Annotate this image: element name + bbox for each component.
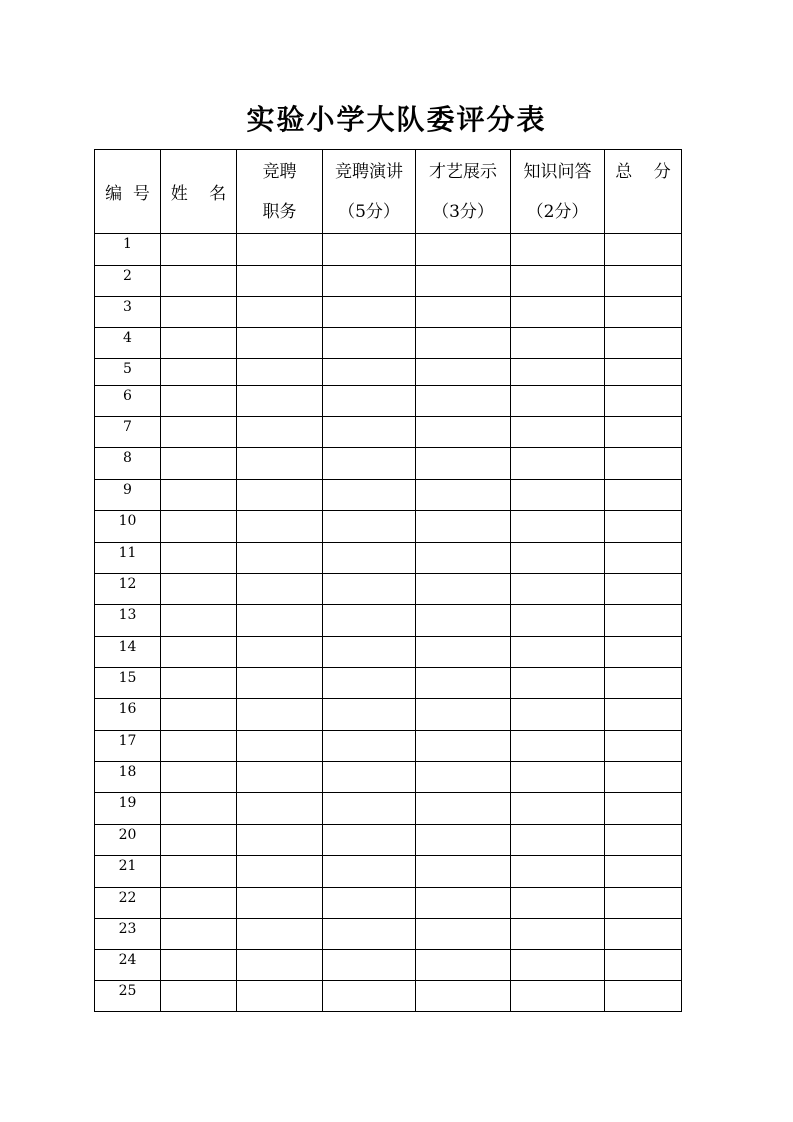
position-cell[interactable]: [237, 328, 323, 359]
header-position-line1: 竞聘: [262, 162, 297, 182]
name-cell[interactable]: [161, 234, 237, 266]
talent-score-cell[interactable]: [416, 668, 511, 699]
total-score-cell[interactable]: [605, 417, 682, 448]
page-title: 实验小学大队委评分表: [246, 103, 547, 136]
table-row: [95, 856, 682, 888]
row-number: 15: [95, 668, 161, 699]
name-cell[interactable]: [161, 762, 237, 793]
header-name: [161, 150, 237, 234]
position-cell[interactable]: [237, 731, 323, 762]
header-row: [95, 150, 682, 234]
quiz-score-cell[interactable]: [511, 793, 605, 825]
table-row: [95, 328, 682, 359]
talent-score-cell[interactable]: [416, 699, 511, 731]
talent-score-cell[interactable]: [416, 511, 511, 543]
name-cell[interactable]: [161, 981, 237, 1012]
table-row: [95, 266, 682, 297]
row-number: 3: [95, 297, 161, 328]
quiz-score-cell[interactable]: [511, 731, 605, 762]
total-score-cell[interactable]: [605, 359, 682, 386]
name-cell[interactable]: [161, 825, 237, 856]
talent-score-cell[interactable]: [416, 480, 511, 511]
talent-score-cell[interactable]: [416, 266, 511, 297]
speech-score-cell[interactable]: [323, 856, 416, 888]
name-cell[interactable]: [161, 359, 237, 386]
speech-score-cell[interactable]: [323, 543, 416, 574]
total-score-cell[interactable]: [605, 919, 682, 950]
position-cell[interactable]: [237, 856, 323, 888]
row-number: 5: [95, 359, 161, 386]
talent-score-cell[interactable]: [416, 856, 511, 888]
speech-score-cell[interactable]: [323, 328, 416, 359]
speech-score-cell[interactable]: [323, 574, 416, 605]
speech-score-cell[interactable]: [323, 731, 416, 762]
talent-score-cell[interactable]: [416, 825, 511, 856]
header-speech-line2: （5分）: [338, 202, 400, 222]
name-cell[interactable]: [161, 888, 237, 919]
name-cell[interactable]: [161, 856, 237, 888]
total-score-cell[interactable]: [605, 266, 682, 297]
speech-score-cell[interactable]: [323, 605, 416, 637]
total-score-cell[interactable]: [605, 888, 682, 919]
name-cell[interactable]: [161, 543, 237, 574]
total-score-cell[interactable]: [605, 668, 682, 699]
header-speech-line1: 竞聘演讲: [335, 162, 403, 182]
header-talent-line1: 才艺展示: [429, 162, 497, 182]
talent-score-cell[interactable]: [416, 731, 511, 762]
name-cell[interactable]: [161, 668, 237, 699]
table-row: [95, 480, 682, 511]
table-row: [95, 359, 682, 386]
table-row: [95, 825, 682, 856]
header-total: [605, 150, 682, 234]
total-score-cell[interactable]: [605, 825, 682, 856]
talent-score-cell[interactable]: [416, 762, 511, 793]
name-cell[interactable]: [161, 328, 237, 359]
position-cell[interactable]: [237, 605, 323, 637]
row-number: 1: [95, 234, 161, 266]
total-score-cell[interactable]: [605, 731, 682, 762]
row-number: 10: [95, 511, 161, 543]
speech-score-cell[interactable]: [323, 888, 416, 919]
speech-score-cell[interactable]: [323, 919, 416, 950]
table-row: [95, 919, 682, 950]
name-cell[interactable]: [161, 605, 237, 637]
speech-score-cell[interactable]: [323, 297, 416, 328]
total-score-cell[interactable]: [605, 448, 682, 480]
quiz-score-cell[interactable]: [511, 297, 605, 328]
position-cell[interactable]: [237, 480, 323, 511]
name-cell[interactable]: [161, 448, 237, 480]
table-row: [95, 297, 682, 328]
row-number: 13: [95, 605, 161, 637]
name-cell[interactable]: [161, 511, 237, 543]
table-row: [95, 981, 682, 1012]
name-cell[interactable]: [161, 297, 237, 328]
row-number: 18: [95, 762, 161, 793]
row-number: 17: [95, 731, 161, 762]
quiz-score-cell[interactable]: [511, 637, 605, 668]
table-row: [95, 543, 682, 574]
position-cell[interactable]: [237, 793, 323, 825]
position-cell[interactable]: [237, 950, 323, 981]
header-number: [95, 150, 161, 234]
speech-score-cell[interactable]: [323, 762, 416, 793]
talent-score-cell[interactable]: [416, 234, 511, 266]
speech-score-cell[interactable]: [323, 825, 416, 856]
talent-score-cell[interactable]: [416, 950, 511, 981]
quiz-score-cell[interactable]: [511, 234, 605, 266]
total-score-cell[interactable]: [605, 574, 682, 605]
position-cell[interactable]: [237, 234, 323, 266]
name-cell[interactable]: [161, 731, 237, 762]
table-row: [95, 574, 682, 605]
quiz-score-cell[interactable]: [511, 266, 605, 297]
position-cell[interactable]: [237, 668, 323, 699]
speech-score-cell[interactable]: [323, 637, 416, 668]
row-number: 6: [95, 386, 161, 417]
row-number: 24: [95, 950, 161, 981]
header-speech: [323, 150, 416, 234]
row-number: 12: [95, 574, 161, 605]
talent-score-cell[interactable]: [416, 888, 511, 919]
row-number: 2: [95, 266, 161, 297]
table-row: [95, 448, 682, 480]
quiz-score-cell[interactable]: [511, 856, 605, 888]
total-score-cell[interactable]: [605, 762, 682, 793]
name-cell[interactable]: [161, 480, 237, 511]
position-cell[interactable]: [237, 543, 323, 574]
talent-score-cell[interactable]: [416, 605, 511, 637]
total-score-cell[interactable]: [605, 637, 682, 668]
speech-score-cell[interactable]: [323, 266, 416, 297]
position-cell[interactable]: [237, 417, 323, 448]
speech-score-cell[interactable]: [323, 950, 416, 981]
header-position-line2: 职务: [262, 202, 297, 222]
name-cell[interactable]: [161, 386, 237, 417]
table-row: [95, 668, 682, 699]
speech-score-cell[interactable]: [323, 511, 416, 543]
position-cell[interactable]: [237, 981, 323, 1012]
total-score-cell[interactable]: [605, 605, 682, 637]
talent-score-cell[interactable]: [416, 793, 511, 825]
total-score-cell[interactable]: [605, 856, 682, 888]
talent-score-cell[interactable]: [416, 543, 511, 574]
table-row: [95, 699, 682, 731]
quiz-score-cell[interactable]: [511, 417, 605, 448]
quiz-score-cell[interactable]: [511, 480, 605, 511]
quiz-score-cell[interactable]: [511, 605, 605, 637]
position-cell[interactable]: [237, 699, 323, 731]
table-row: [95, 417, 682, 448]
quiz-score-cell[interactable]: [511, 762, 605, 793]
position-cell[interactable]: [237, 297, 323, 328]
talent-score-cell[interactable]: [416, 981, 511, 1012]
talent-score-cell[interactable]: [416, 448, 511, 480]
row-number: 21: [95, 856, 161, 888]
speech-score-cell[interactable]: [323, 386, 416, 417]
talent-score-cell[interactable]: [416, 417, 511, 448]
quiz-score-cell[interactable]: [511, 919, 605, 950]
row-number: 20: [95, 825, 161, 856]
header-position: [237, 150, 323, 234]
quiz-score-cell[interactable]: [511, 950, 605, 981]
score-table: [94, 149, 682, 1012]
total-score-cell[interactable]: [605, 543, 682, 574]
name-cell[interactable]: [161, 266, 237, 297]
position-cell[interactable]: [237, 762, 323, 793]
speech-score-cell[interactable]: [323, 793, 416, 825]
name-cell[interactable]: [161, 637, 237, 668]
position-cell[interactable]: [237, 574, 323, 605]
table-row: [95, 511, 682, 543]
row-number: 23: [95, 919, 161, 950]
quiz-score-cell[interactable]: [511, 328, 605, 359]
talent-score-cell[interactable]: [416, 328, 511, 359]
total-score-cell[interactable]: [605, 328, 682, 359]
talent-score-cell[interactable]: [416, 574, 511, 605]
speech-score-cell[interactable]: [323, 480, 416, 511]
total-score-cell[interactable]: [605, 511, 682, 543]
speech-score-cell[interactable]: [323, 981, 416, 1012]
total-score-cell[interactable]: [605, 234, 682, 266]
row-number: 25: [95, 981, 161, 1012]
talent-score-cell[interactable]: [416, 359, 511, 386]
table-row: [95, 762, 682, 793]
quiz-score-cell[interactable]: [511, 888, 605, 919]
total-score-cell[interactable]: [605, 699, 682, 731]
speech-score-cell[interactable]: [323, 234, 416, 266]
talent-score-cell[interactable]: [416, 919, 511, 950]
table-body: [95, 234, 682, 1012]
talent-score-cell[interactable]: [416, 297, 511, 328]
total-score-cell[interactable]: [605, 950, 682, 981]
quiz-score-cell[interactable]: [511, 359, 605, 386]
position-cell[interactable]: [237, 448, 323, 480]
speech-score-cell[interactable]: [323, 668, 416, 699]
name-cell[interactable]: [161, 793, 237, 825]
header-total-label: 总 分: [615, 162, 671, 182]
table-row: [95, 637, 682, 668]
position-cell[interactable]: [237, 637, 323, 668]
total-score-cell[interactable]: [605, 981, 682, 1012]
quiz-score-cell[interactable]: [511, 448, 605, 480]
table-row: [95, 731, 682, 762]
quiz-score-cell[interactable]: [511, 574, 605, 605]
position-cell[interactable]: [237, 359, 323, 386]
position-cell[interactable]: [237, 386, 323, 417]
total-score-cell[interactable]: [605, 386, 682, 417]
row-number: 4: [95, 328, 161, 359]
table-row: [95, 234, 682, 266]
header-quiz-line1: 知识问答: [523, 162, 592, 182]
speech-score-cell[interactable]: [323, 359, 416, 386]
quiz-score-cell[interactable]: [511, 511, 605, 543]
row-number: 22: [95, 888, 161, 919]
table-row: [95, 888, 682, 919]
position-cell[interactable]: [237, 919, 323, 950]
position-cell[interactable]: [237, 888, 323, 919]
quiz-score-cell[interactable]: [511, 825, 605, 856]
position-cell[interactable]: [237, 266, 323, 297]
table-row: [95, 605, 682, 637]
name-cell[interactable]: [161, 699, 237, 731]
total-score-cell[interactable]: [605, 297, 682, 328]
talent-score-cell[interactable]: [416, 637, 511, 668]
table-row: [95, 950, 682, 981]
name-cell[interactable]: [161, 950, 237, 981]
total-score-cell[interactable]: [605, 480, 682, 511]
speech-score-cell[interactable]: [323, 417, 416, 448]
quiz-score-cell[interactable]: [511, 668, 605, 699]
quiz-score-cell[interactable]: [511, 386, 605, 417]
table-row: [95, 386, 682, 417]
row-number: 9: [95, 480, 161, 511]
total-score-cell[interactable]: [605, 793, 682, 825]
header-name-label: 姓 名: [170, 184, 227, 204]
row-number: 7: [95, 417, 161, 448]
row-number: 16: [95, 699, 161, 731]
name-cell[interactable]: [161, 919, 237, 950]
name-cell[interactable]: [161, 417, 237, 448]
talent-score-cell[interactable]: [416, 386, 511, 417]
name-cell[interactable]: [161, 574, 237, 605]
table-row: [95, 793, 682, 825]
header-number-label: 编 号: [105, 184, 150, 204]
position-cell[interactable]: [237, 825, 323, 856]
quiz-score-cell[interactable]: [511, 981, 605, 1012]
header-quiz-line2: （2分）: [526, 202, 589, 222]
row-number: 8: [95, 448, 161, 480]
row-number: 19: [95, 793, 161, 825]
speech-score-cell[interactable]: [323, 699, 416, 731]
quiz-score-cell[interactable]: [511, 543, 605, 574]
speech-score-cell[interactable]: [323, 448, 416, 480]
header-talent-line2: （3分）: [432, 202, 494, 222]
row-number: 14: [95, 637, 161, 668]
row-number: 11: [95, 543, 161, 574]
header-talent: [416, 150, 511, 234]
quiz-score-cell[interactable]: [511, 699, 605, 731]
position-cell[interactable]: [237, 511, 323, 543]
header-quiz: [511, 150, 605, 234]
